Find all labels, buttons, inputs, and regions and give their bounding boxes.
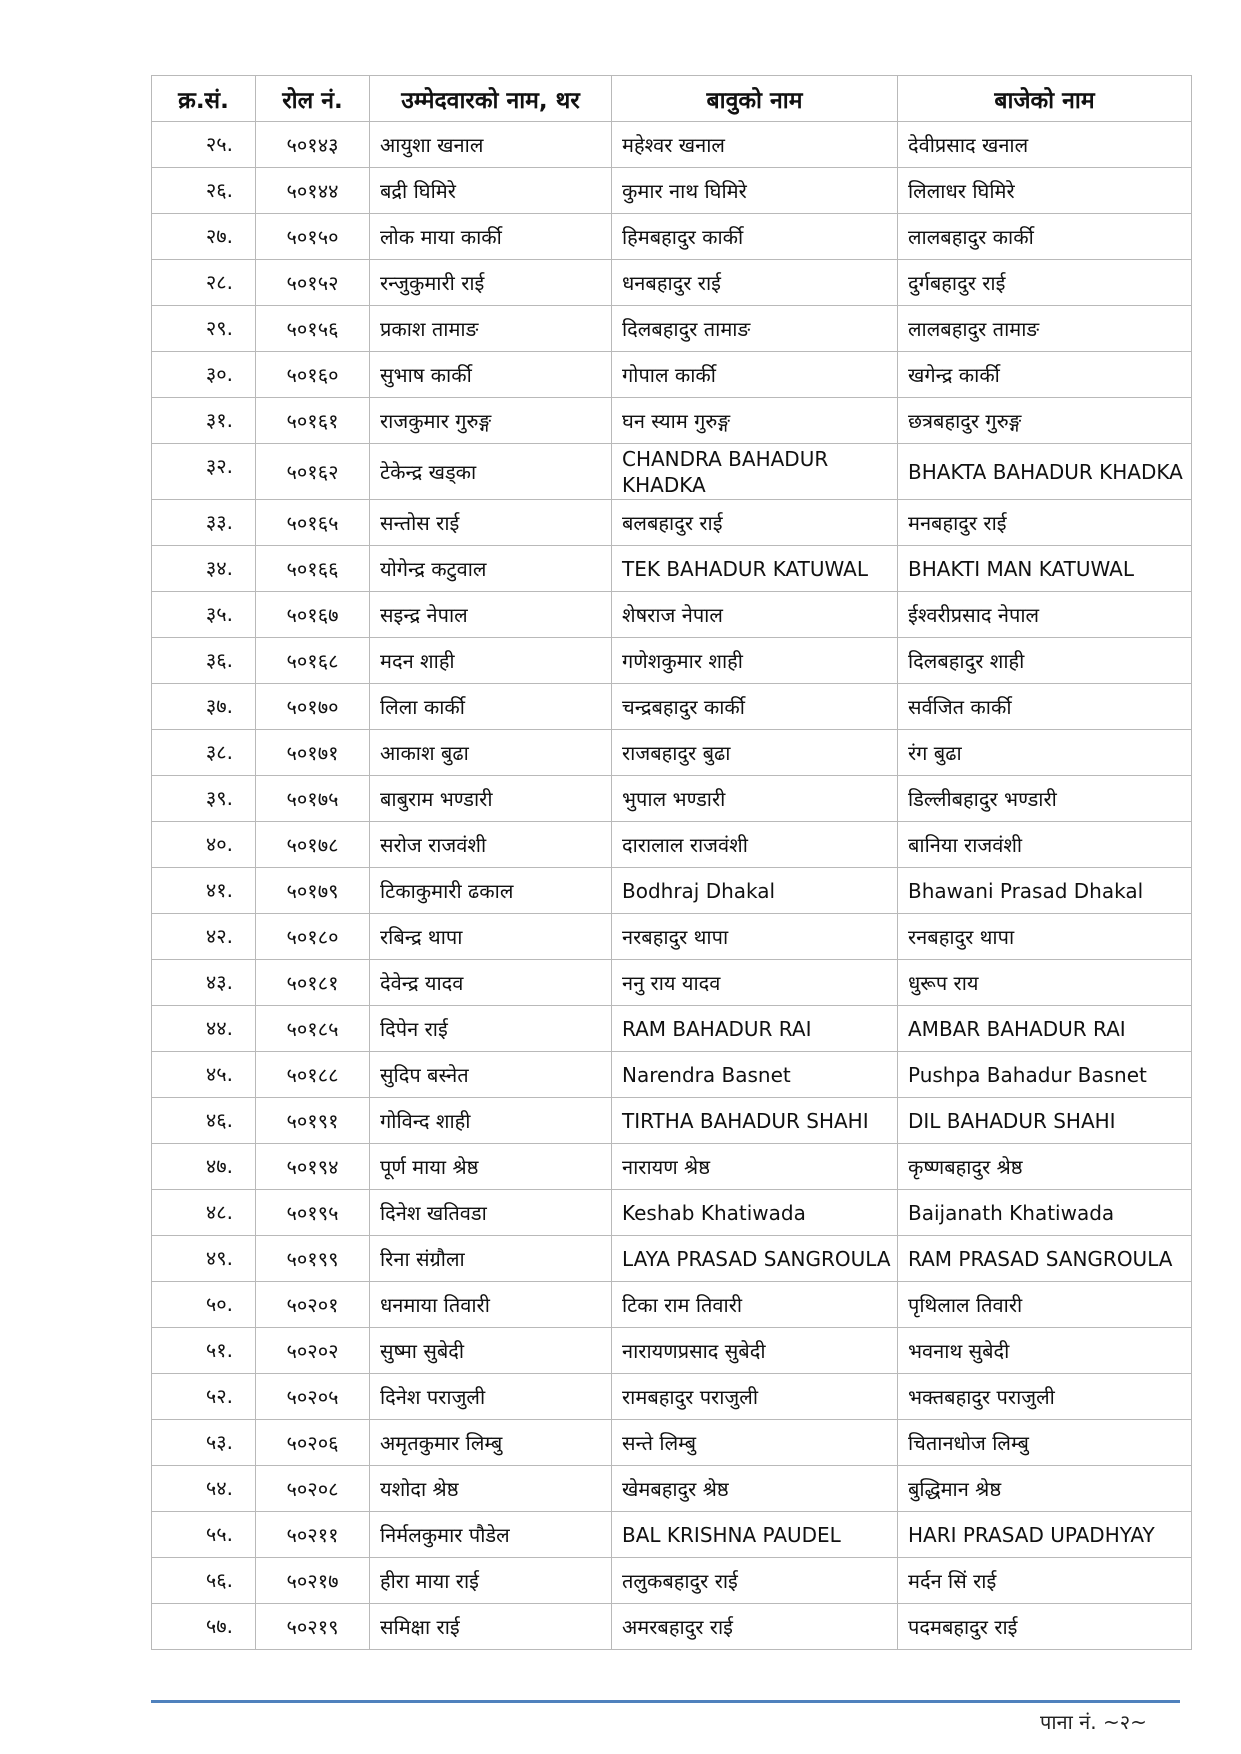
candidate-name-cell: लोक माया कार्की [370,214,612,260]
table-header-row [152,76,1192,122]
serial-number-cell: ५०. [152,1282,256,1328]
candidate-name-cell: यशोदा श्रेष्ठ [370,1466,612,1512]
serial-number-cell: ४९. [152,1236,256,1282]
candidate-name-cell: सरोज राजवंशी [370,822,612,868]
roll-number-cell: ५०१६० [256,352,370,398]
grandfather-name-cell: AMBAR BAHADUR RAI [898,1006,1192,1052]
candidate-name-cell: सन्तोस राई [370,500,612,546]
roll-number-cell: ५०१७९ [256,868,370,914]
grandfather-name-cell: HARI PRASAD UPADHYAY [898,1512,1192,1558]
father-name-cell: BAL KRISHNA PAUDEL [612,1512,898,1558]
roll-number-cell: ५०१४४ [256,168,370,214]
candidate-table [151,75,1192,1650]
grandfather-name-cell: बुद्धिमान श्रेष्ठ [898,1466,1192,1512]
grandfather-name-cell: दुर्गबहादुर राई [898,260,1192,306]
father-name-cell: घन स्याम गुरुङ्ग [612,398,898,444]
serial-number-cell: ४२. [152,914,256,960]
father-name-cell: Keshab Khatiwada [612,1190,898,1236]
table-row [152,960,1192,1006]
candidate-name-cell: दिनेश पराजुली [370,1374,612,1420]
table-row [152,914,1192,960]
roll-number-cell: ५०१९९ [256,1236,370,1282]
table-row [152,500,1192,546]
grandfather-name-cell: मर्दन सिं राई [898,1558,1192,1604]
father-name-cell: गणेशकुमार शाही [612,638,898,684]
candidate-name-cell: सुष्मा सुबेदी [370,1328,612,1374]
father-name-cell: अमरबहादुर राई [612,1604,898,1650]
roll-number-cell: ५०१५० [256,214,370,260]
serial-number-cell: ३६. [152,638,256,684]
footer-rule [151,1700,1180,1703]
serial-number-cell: ५७. [152,1604,256,1650]
roll-number-cell: ५०१६८ [256,638,370,684]
roll-number-cell: ५०१९१ [256,1098,370,1144]
header-candidate-name: उम्मेदवारको नाम, थर [370,76,612,122]
father-name-cell: नारायणप्रसाद सुबेदी [612,1328,898,1374]
table-row [152,1328,1192,1374]
table-row [152,398,1192,444]
candidate-name-cell: पूर्ण माया श्रेष्ठ [370,1144,612,1190]
father-name-cell: ननु राय यादव [612,960,898,1006]
father-name-cell: TEK BAHADUR KATUWAL [612,546,898,592]
roll-number-cell: ५०१५२ [256,260,370,306]
roll-number-cell: ५०१६१ [256,398,370,444]
father-name-cell: बलबहादुर राई [612,500,898,546]
candidate-name-cell: योगेन्द्र कटुवाल [370,546,612,592]
father-name-cell: नारायण श्रेष्ठ [612,1144,898,1190]
roll-number-cell: ५०१८८ [256,1052,370,1098]
table-row [152,730,1192,776]
candidate-name-cell: आकाश बुढा [370,730,612,776]
grandfather-name-cell: पदमबहादुर राई [898,1604,1192,1650]
table-row [152,1466,1192,1512]
table-row [152,1098,1192,1144]
table-row [152,1190,1192,1236]
serial-number-cell: ४३. [152,960,256,1006]
serial-number-cell: ३५. [152,592,256,638]
father-name-cell: खेमबहादुर श्रेष्ठ [612,1466,898,1512]
table-row [152,1374,1192,1420]
serial-number-cell: ३१. [152,398,256,444]
serial-number-cell: ३०. [152,352,256,398]
grandfather-name-cell: ईश्वरीप्रसाद नेपाल [898,592,1192,638]
roll-number-cell: ५०१९४ [256,1144,370,1190]
grandfather-name-cell: Bhawani Prasad Dhakal [898,868,1192,914]
grandfather-name-cell: भवनाथ सुबेदी [898,1328,1192,1374]
roll-number-cell: ५०१७१ [256,730,370,776]
candidate-name-cell: बद्री घिमिरे [370,168,612,214]
father-name-cell: LAYA PRASAD SANGROULA [612,1236,898,1282]
roll-number-cell: ५०२१७ [256,1558,370,1604]
table-row [152,1236,1192,1282]
grandfather-name-cell: BHAKTA BAHADUR KHADKA [898,444,1192,500]
grandfather-name-cell: DIL BAHADUR SHAHI [898,1098,1192,1144]
roll-number-cell: ५०१८० [256,914,370,960]
father-name-cell: CHANDRA BAHADUR KHADKA [612,444,898,500]
grandfather-name-cell: चितानधोज लिम्बु [898,1420,1192,1466]
serial-number-cell: ४०. [152,822,256,868]
table-row [152,868,1192,914]
father-name-cell: RAM BAHADUR RAI [612,1006,898,1052]
header-serial-number: क्र.सं. [152,76,256,122]
candidate-name-cell: मदन शाही [370,638,612,684]
serial-number-cell: ५५. [152,1512,256,1558]
grandfather-name-cell: लिलाधर घिमिरे [898,168,1192,214]
father-name-cell: हिमबहादुर कार्की [612,214,898,260]
table-row [152,684,1192,730]
roll-number-cell: ५०२११ [256,1512,370,1558]
roll-number-cell: ५०२०८ [256,1466,370,1512]
serial-number-cell: ४७. [152,1144,256,1190]
table-row [152,1144,1192,1190]
serial-number-cell: २६. [152,168,256,214]
candidate-name-cell: समिक्षा राई [370,1604,612,1650]
candidate-name-cell: दिपेन राई [370,1006,612,1052]
father-name-cell: चन्द्रबहादुर कार्की [612,684,898,730]
grandfather-name-cell: Baijanath Khatiwada [898,1190,1192,1236]
candidate-name-cell: प्रकाश तामाङ [370,306,612,352]
roll-number-cell: ५०१७८ [256,822,370,868]
serial-number-cell: ५३. [152,1420,256,1466]
roll-number-cell: ५०१७० [256,684,370,730]
grandfather-name-cell: देवीप्रसाद खनाल [898,122,1192,168]
serial-number-cell: ३३. [152,500,256,546]
header-grandfather-name: बाजेको नाम [898,76,1192,122]
grandfather-name-cell: डिल्लीबहादुर भण्डारी [898,776,1192,822]
candidate-name-cell: सुदिप बस्नेत [370,1052,612,1098]
roll-number-cell: ५०२०५ [256,1374,370,1420]
serial-number-cell: ३४. [152,546,256,592]
serial-number-cell: ५६. [152,1558,256,1604]
roll-number-cell: ५०१८१ [256,960,370,1006]
father-name-cell: सन्ते लिम्बु [612,1420,898,1466]
roll-number-cell: ५०२०६ [256,1420,370,1466]
candidate-name-cell: लिला कार्की [370,684,612,730]
grandfather-name-cell: छत्रबहादुर गुरुङ्ग [898,398,1192,444]
father-name-cell: दारालाल राजवंशी [612,822,898,868]
grandfather-name-cell: मनबहादुर राई [898,500,1192,546]
table-row [152,352,1192,398]
father-name-cell: Narendra Basnet [612,1052,898,1098]
serial-number-cell: ४८. [152,1190,256,1236]
grandfather-name-cell: लालबहादुर कार्की [898,214,1192,260]
candidate-name-cell: रबिन्द्र थापा [370,914,612,960]
serial-number-cell: ३९. [152,776,256,822]
roll-number-cell: ५०१६५ [256,500,370,546]
roll-number-cell: ५०१६२ [256,444,370,500]
candidate-name-cell: बाबुराम भण्डारी [370,776,612,822]
roll-number-cell: ५०१८५ [256,1006,370,1052]
father-name-cell: Bodhraj Dhakal [612,868,898,914]
serial-number-cell: ३७. [152,684,256,730]
header-father-name: बावुको नाम [612,76,898,122]
serial-number-cell: २७. [152,214,256,260]
table-row [152,592,1192,638]
grandfather-name-cell: BHAKTI MAN KATUWAL [898,546,1192,592]
table-row [152,1006,1192,1052]
father-name-cell: रामबहादुर पराजुली [612,1374,898,1420]
table-row [152,306,1192,352]
father-name-cell: राजबहादुर बुढा [612,730,898,776]
candidate-name-cell: दिनेश खतिवडा [370,1190,612,1236]
table-row [152,638,1192,684]
grandfather-name-cell: Pushpa Bahadur Basnet [898,1052,1192,1098]
table-row [152,122,1192,168]
table-row [152,260,1192,306]
serial-number-cell: २५. [152,122,256,168]
table-row [152,1512,1192,1558]
table-row [152,822,1192,868]
candidate-name-cell: सइन्द्र नेपाल [370,592,612,638]
grandfather-name-cell: बानिया राजवंशी [898,822,1192,868]
table-row [152,776,1192,822]
grandfather-name-cell: सर्वजित कार्की [898,684,1192,730]
grandfather-name-cell: भक्तबहादुर पराजुली [898,1374,1192,1420]
candidate-name-cell: गोविन्द शाही [370,1098,612,1144]
grandfather-name-cell: रनबहादुर थापा [898,914,1192,960]
roll-number-cell: ५०१५६ [256,306,370,352]
serial-number-cell: ५१. [152,1328,256,1374]
grandfather-name-cell: खगेन्द्र कार्की [898,352,1192,398]
candidate-name-cell: रन्जुकुमारी राई [370,260,612,306]
table-body [152,122,1192,1650]
serial-number-cell: २९. [152,306,256,352]
candidate-name-cell: सुभाष कार्की [370,352,612,398]
table-row [152,1052,1192,1098]
table-row [152,1558,1192,1604]
serial-number-cell: ४५. [152,1052,256,1098]
candidate-name-cell: हीरा माया राई [370,1558,612,1604]
father-name-cell: दिलबहादुर तामाङ [612,306,898,352]
father-name-cell: तलुकबहादुर राई [612,1558,898,1604]
grandfather-name-cell: रंग बुढा [898,730,1192,776]
roll-number-cell: ५०१४३ [256,122,370,168]
roll-number-cell: ५०१६६ [256,546,370,592]
page-number: पाना नं. ~२~ [1040,1710,1147,1734]
candidate-name-cell: अमृतकुमार लिम्बु [370,1420,612,1466]
grandfather-name-cell: RAM PRASAD SANGROULA [898,1236,1192,1282]
roll-number-cell: ५०१९५ [256,1190,370,1236]
roll-number-cell: ५०२०२ [256,1328,370,1374]
father-name-cell: टिका राम तिवारी [612,1282,898,1328]
grandfather-name-cell: पृथिलाल तिवारी [898,1282,1192,1328]
candidate-name-cell: धनमाया तिवारी [370,1282,612,1328]
father-name-cell: नरबहादुर थापा [612,914,898,960]
candidate-name-cell: टिकाकुमारी ढकाल [370,868,612,914]
grandfather-name-cell: लालबहादुर तामाङ [898,306,1192,352]
grandfather-name-cell: धुरूप राय [898,960,1192,1006]
candidate-name-cell: निर्मलकुमार पौडेल [370,1512,612,1558]
table-row [152,168,1192,214]
table-row [152,1420,1192,1466]
serial-number-cell: ५२. [152,1374,256,1420]
father-name-cell: शेषराज नेपाल [612,592,898,638]
serial-number-cell: ४४. [152,1006,256,1052]
candidate-name-cell: राजकुमार गुरुङ्ग [370,398,612,444]
father-name-cell: धनबहादुर राई [612,260,898,306]
serial-number-cell: ५४. [152,1466,256,1512]
table-row [152,444,1192,500]
roll-number-cell: ५०१७५ [256,776,370,822]
candidate-name-cell: टेकेन्द्र खड्का [370,444,612,500]
grandfather-name-cell: दिलबहादुर शाही [898,638,1192,684]
serial-number-cell: ४१. [152,868,256,914]
father-name-cell: भुपाल भण्डारी [612,776,898,822]
table-row [152,1282,1192,1328]
grandfather-name-cell: कृष्णबहादुर श्रेष्ठ [898,1144,1192,1190]
candidate-name-cell: रिना संग्रौला [370,1236,612,1282]
father-name-cell: महेश्वर खनाल [612,122,898,168]
father-name-cell: TIRTHA BAHADUR SHAHI [612,1098,898,1144]
table-row [152,214,1192,260]
father-name-cell: कुमार नाथ घिमिरे [612,168,898,214]
serial-number-cell: ३२. [152,444,256,500]
table-row [152,546,1192,592]
roll-number-cell: ५०१६७ [256,592,370,638]
header-roll-number: रोल नं. [256,76,370,122]
serial-number-cell: ३८. [152,730,256,776]
father-name-cell: गोपाल कार्की [612,352,898,398]
roll-number-cell: ५०२१९ [256,1604,370,1650]
serial-number-cell: ४६. [152,1098,256,1144]
serial-number-cell: २८. [152,260,256,306]
candidate-name-cell: आयुशा खनाल [370,122,612,168]
roll-number-cell: ५०२०१ [256,1282,370,1328]
table-row [152,1604,1192,1650]
candidate-name-cell: देवेन्द्र यादव [370,960,612,1006]
